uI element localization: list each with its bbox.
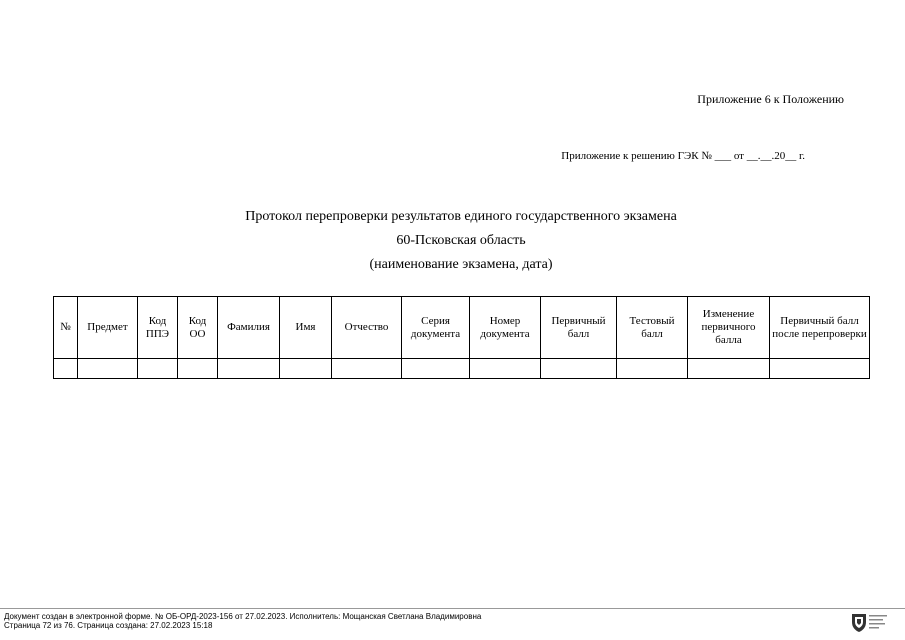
document-title bbox=[0, 205, 905, 277]
table-cell bbox=[178, 359, 218, 379]
table-cell bbox=[688, 359, 770, 379]
column-header-patronymic: Отчество bbox=[332, 297, 402, 359]
table-header-row bbox=[54, 297, 870, 359]
table-row bbox=[54, 359, 870, 379]
decision-label: Приложение к решению ГЭК № ___ от __.__.20__ г. bbox=[561, 150, 805, 162]
column-header-document-number: Номер документа bbox=[470, 297, 541, 359]
protocol-table bbox=[53, 296, 870, 379]
column-header-surname: Фамилия bbox=[218, 297, 280, 359]
table-cell bbox=[541, 359, 617, 379]
column-header-subject: Предмет bbox=[78, 297, 138, 359]
table-cell bbox=[617, 359, 688, 379]
table-cell bbox=[218, 359, 280, 379]
table-cell bbox=[770, 359, 870, 379]
column-header-test-score: Тестовый балл bbox=[617, 297, 688, 359]
table-cell bbox=[470, 359, 541, 379]
table-cell bbox=[280, 359, 332, 379]
appendix-label: Приложение 6 к Положению bbox=[697, 92, 844, 106]
exam-name-caption: (наименование экзамена, дата) bbox=[369, 257, 553, 272]
protocol-title: Протокол перепроверки результатов единого государственного экзамена bbox=[245, 209, 677, 224]
footer-document-info: Документ создан в электронной форме. № ОБ-ОРД-2023-156 от 27.02.2023. Исполнитель: Мощанская Светлана Владимировна bbox=[4, 612, 482, 621]
table-cell bbox=[78, 359, 138, 379]
column-header-first-name: Имя bbox=[280, 297, 332, 359]
column-header-primary-score-change: Изменение первичного балла bbox=[688, 297, 770, 359]
column-header-ppe-code: Код ППЭ bbox=[138, 297, 178, 359]
table-cell bbox=[332, 359, 402, 379]
column-header-primary-score: Первичный балл bbox=[541, 297, 617, 359]
footer-text bbox=[4, 612, 481, 630]
footer-page-info: Страница 72 из 76. Страница создана: 27.02.2023 15:18 bbox=[4, 621, 213, 630]
table-cell bbox=[54, 359, 78, 379]
table-cell bbox=[138, 359, 178, 379]
coat-of-arms-icon bbox=[849, 611, 903, 633]
column-header-primary-score-after-recheck: Первичный балл после перепроверки bbox=[770, 297, 870, 359]
column-header-oo-code: Код ОО bbox=[178, 297, 218, 359]
footer-divider bbox=[0, 608, 905, 609]
region-name: 60-Псковская область bbox=[396, 233, 526, 248]
column-header-number: № bbox=[54, 297, 78, 359]
table-cell bbox=[402, 359, 470, 379]
column-header-document-series: Серия документа bbox=[402, 297, 470, 359]
